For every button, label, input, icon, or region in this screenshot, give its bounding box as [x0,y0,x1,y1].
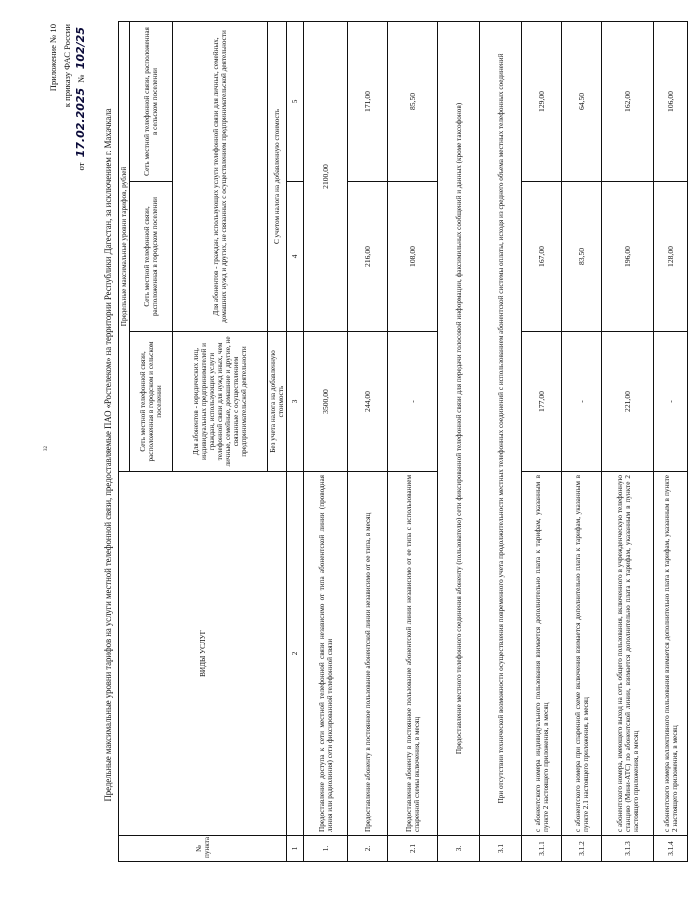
row-num: 2.1 [388,836,438,862]
row-num: 3.1.2 [562,836,602,862]
value-cell: 162,00 [602,21,654,181]
row-service: с абонентского номера коллективного пользования взимается дополнительно плата к тарифам, указанным в пункте 2 настоящего приложения, в месяц [654,472,688,836]
date-prefix: от [76,162,86,171]
appendix-header [46,24,88,171]
handwritten-number: 102/25 [74,27,87,70]
number-prefix: № [76,74,86,83]
table-row [438,21,480,861]
header-services: ВИДЫ УСЛУГ [119,472,287,836]
row-num: 3.1.3 [602,836,654,862]
header-net-urban: Сеть местной телефонной связи, расположенная в городском поселении [130,182,173,332]
row-num: 3.1.4 [654,836,688,862]
table-row [348,21,388,861]
row-num: 3.1 [480,836,522,862]
header-net-rural: Сеть местной телефонной связи, расположенная в сельском поселении [130,21,173,181]
appendix-label: Приложение № 10 [48,24,58,92]
value-cell: 216,00 [348,182,388,332]
header-sub-citizens: Для абонентов - граждан, использующих услуги телефонной связи для личных, семейных, домашних нужд и других, не связанных с осуществлением предпринимательской деятельности [173,21,268,331]
value-cell: - [388,332,438,472]
handwritten-date: 17.02.2025 [74,87,87,158]
row-service: Предоставление абоненту в постоянное пользование абонентской линии независимо от ее типа с использованием спаренной схемы включения, в месяц [388,472,438,836]
value-cell: 83,50 [562,182,602,332]
header-with-vat: С учетом налога на добавленную стоимость [268,21,287,331]
tariff-table [118,21,688,862]
row-service: Предоставление доступа к сети местной телефонной связи независимо от типа абонентской линии (проводная линия или радиолиния) сети фиксированной телефонной связи [304,472,348,836]
header-net-urban-rural: Сеть местной телефонной связи, расположенная в городском и сельском поселении [130,332,173,472]
row-num: 3. [438,836,480,862]
value-cell: 221,00 [602,332,654,472]
col-number: 2 [287,472,304,836]
row-service: с абонентского номера, имеющего выход на сеть общего пользования, включенного в учрежденческую телефонную станцию (Мини-АТС) по абонентской линии, взимается дополнительно плата к тарифам, указанным в пункте 2 настоящего приложения, в месяц [602,472,654,836]
page-number: 32 [44,446,49,451]
value-cell: 196,00 [602,182,654,332]
value-cell: 2100,00 [304,21,348,331]
table-row [388,21,438,861]
value-cell: 177,00 [522,332,562,472]
value-cell: - [654,332,688,472]
row-section-text: Предоставление местного телефонного соединения абоненту (пользователю) сети фиксированной телефонной связи для передачи голосовой информации, факсимильных сообщений и данных (кроме таксофонов) [438,21,480,835]
row-service: Предоставление абоненту в постоянное пользование абонентской линии независимо от ее типа, в месяц [348,472,388,836]
value-cell: 3500,00 [304,332,348,472]
value-cell: 167,00 [522,182,562,332]
value-cell: 64,50 [562,21,602,181]
value-cell: 106,00 [654,21,688,181]
header-sub-legal: Для абонентов - юридических лиц, индивидуальных предпринимателей и граждан, использующих услуги телефонной связи для нужд иных, чем личные, семейные, домашние и другие, не связанные с осуществлением предпринимательской деятельности [173,332,268,472]
col-number: 5 [287,21,304,181]
header-max-levels: Предельные максимальные уровни тарифов, рублей [119,21,130,471]
value-cell: - [562,332,602,472]
row-num: 1. [304,836,348,862]
value-cell: 128,00 [654,182,688,332]
header-num: № пункта [119,836,287,862]
table-row [562,21,602,861]
value-cell: 129,00 [522,21,562,181]
header-no-vat: Без учета налога на добавленную стоимость [268,332,287,472]
document-title: Предельные максимальные уровни тарифов на услуги местной телефонной связи, предоставляемые ПАО «Ростелеком» на территории Республики Дагестан, за исключением г. Махачкала [103,108,113,802]
value-cell: 171,00 [348,21,388,181]
table-row [522,21,562,861]
row-service: с абонентского номера индивидуального пользования взимается дополнительно плата к тарифам, указанным в пункте 2 настоящего приложения, в месяц [522,472,562,836]
table-row [654,21,688,861]
row-num: 3.1.1 [522,836,562,862]
value-cell: 108,00 [388,182,438,332]
rotated-document-sheet [40,18,679,888]
table-row [304,21,348,861]
col-number: 1 [287,836,304,862]
table-row [602,21,654,861]
value-cell: 244,00 [348,332,388,472]
row-num: 2. [348,836,388,862]
col-number: 3 [287,332,304,472]
value-cell: 85,50 [388,21,438,181]
order-reference: к приказу ФАС России [62,24,72,108]
table-row [480,21,522,861]
row-section-text: При отсутствии технической возможности осуществления повременного учета продолжительности местных телефонных соединений с использованием абонентской системы оплаты, исходя из среднего объема местных телефонных соединений [480,21,522,835]
order-date-number [74,24,88,171]
col-number: 4 [287,182,304,332]
row-service: с абонентского номера при спаренной схеме включения взимается дополнительно плата к тарифам, указанным в пункте 2.1 настоящего приложения, в месяц [562,472,602,836]
